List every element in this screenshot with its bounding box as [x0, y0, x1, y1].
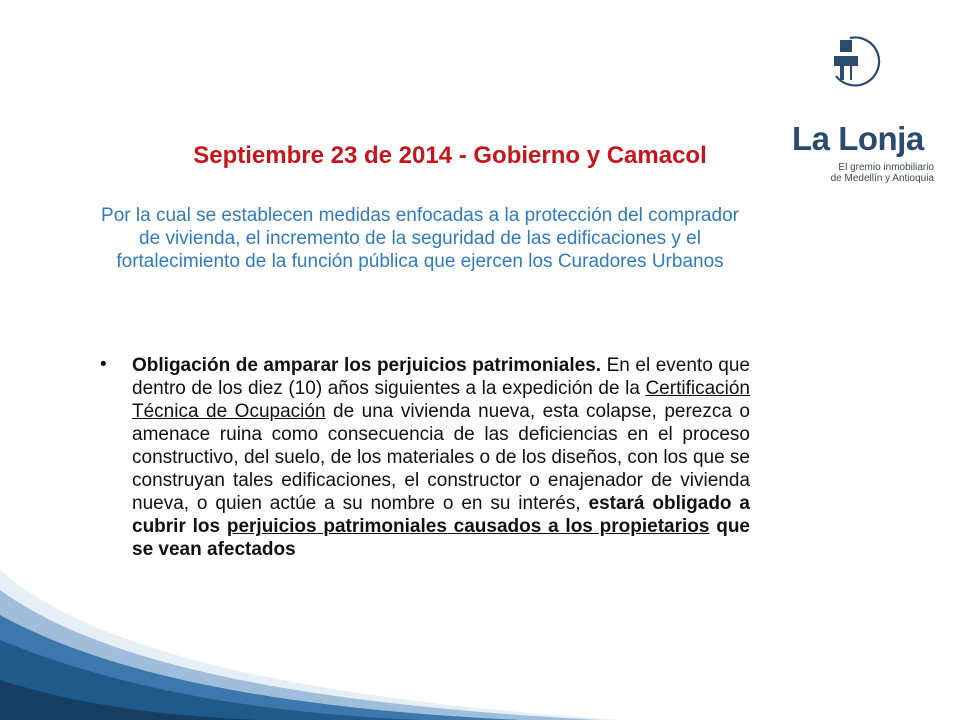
bullet-paragraph [132, 354, 750, 561]
logo-mark-icon [830, 36, 886, 88]
paragraph-text-1: En el evento que dentro de los diez (10) años siguientes a la expedición de la [132, 355, 751, 399]
la-lonja-logo [786, 36, 936, 184]
logo-tagline-line-2: de Medellín y Antioquia [830, 173, 934, 184]
logo-word-lonja: Lonja [838, 120, 924, 157]
logo-tagline-line-1: El gremio inmobiliario [838, 162, 934, 173]
paragraph-bold-underlined: perjuicios patrimoniales causados a los propietarios [226, 516, 710, 537]
paragraph-text-2: de una vivienda nueva, esta colapse, perezca o amenace ruina como consecuencia de las deficiencias en el proceso constructivo, del suelo, de los materiales o de los diseños, con los que se construyan tales edificaciones, el constructor o enajenador de vivienda nueva, o quien actúe a su nombre o en su interés, [132, 401, 750, 514]
paragraph-bold-2: que se vean afectados [132, 516, 751, 560]
bullet-marker: • [100, 354, 107, 375]
paragraph-lead: Obligación de amparar los perjuicios patrimoniales. [132, 355, 602, 376]
certification-reference: Certificación Técnica de Ocupación [132, 378, 750, 422]
paragraph-bold-1: estará obligado a cubrir los [132, 493, 750, 537]
slide-title: Septiembre 23 de 2014 - Gobierno y Camacol [193, 142, 707, 169]
logo-word-la: La [792, 120, 830, 157]
slide-subtitle: Por la cual se establecen medidas enfocadas a la protección del comprador de vivienda, el incremento de la seguridad de las edificaciones y el fortalecimiento de la función pública que ejercen los Curadores Urbanos [101, 205, 739, 272]
